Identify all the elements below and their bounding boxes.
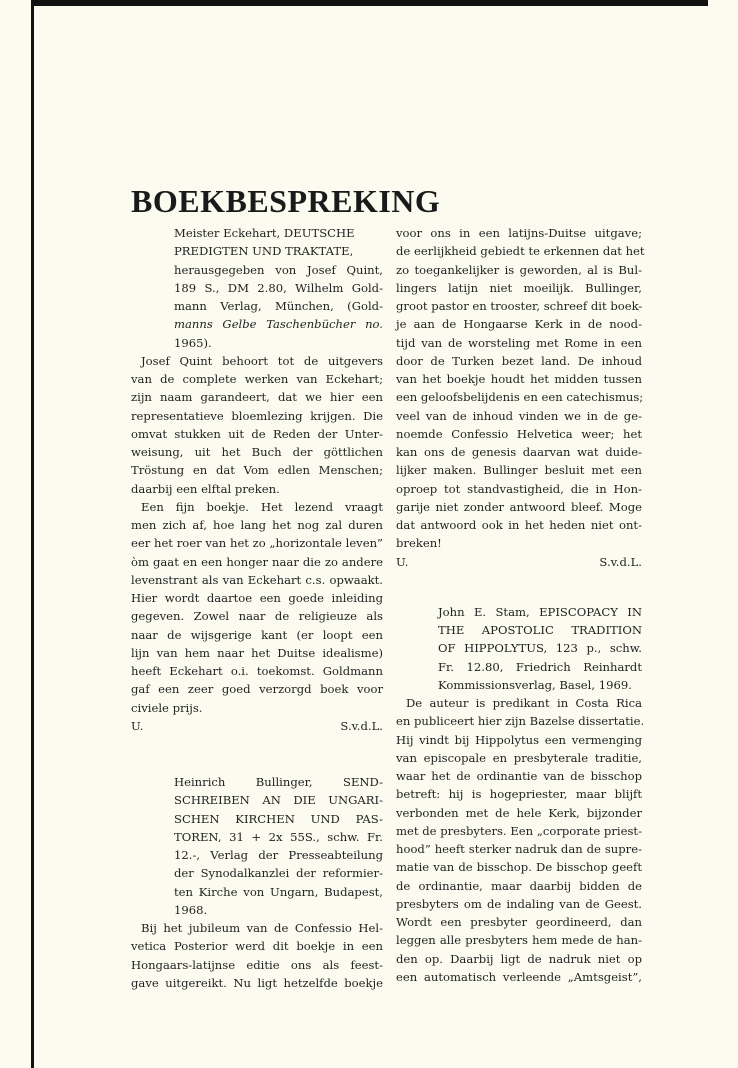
review-1-citation: 189 S., DM 2.80, Wilhelm Gold- bbox=[174, 280, 383, 295]
review-2-text: garije niet zonder antwoord bleef. Moge bbox=[396, 499, 642, 514]
review-3-text: De auteur is predikant in Costa Rica bbox=[406, 696, 642, 710]
review-2-text: Hongaars-latijnse editie ons als feest- bbox=[131, 957, 383, 972]
review-2-text: kan ons de genesis daarvan wat duide- bbox=[396, 445, 642, 459]
review-2-citation: Heinrich Bullinger, SEND- bbox=[174, 775, 383, 789]
review-2-citation: 1968. bbox=[174, 902, 208, 917]
review-2-text: van het boekje houdt het midden tussen bbox=[396, 372, 642, 386]
review-3-text: van episcopale en presbyterale traditie, bbox=[396, 750, 642, 765]
review-2-citation: SCHREIBEN AN DIE UNGARI- bbox=[174, 793, 383, 808]
review-1-text: Een fijn boekje. Het lezend vraagt bbox=[141, 499, 383, 514]
review-2-text: groot pastor en trooster, schreef dit boek- bbox=[396, 299, 643, 313]
review-2-citation: der Synodalkanzlei der reformier- bbox=[174, 866, 383, 881]
review-3-citation: Kommissionsverlag, Basel, 1969. bbox=[438, 677, 632, 692]
review-3-text: verbonden met de hele Kerk, bijzonder bbox=[396, 805, 642, 820]
review-2-signature bbox=[396, 553, 642, 571]
review-1-text: naar de wijsgerige kant (er loopt een bbox=[131, 627, 383, 642]
review-3-text: een automatisch verleende „Amtsgeist”, bbox=[396, 969, 642, 984]
review-1-text: òm gaat en een honger naar die zo andere bbox=[131, 554, 383, 569]
review-1-text: daarbij een elftal preken. bbox=[131, 481, 280, 496]
review-2-text: Bij het jubileum van de Confessio Hel- bbox=[141, 921, 383, 935]
review-2-citation: 12.-, Verlag der Presseabteilung bbox=[174, 848, 383, 862]
review-3-text: hood” heeft sterker nadruk dan de supre- bbox=[396, 842, 642, 856]
review-1-citation: manns Gelbe Taschenbücher no. bbox=[174, 317, 383, 332]
review-1-text: omvat stukken uit de Reden der Unter- bbox=[131, 426, 383, 441]
review-2-citation: ten Kirche von Ungarn, Budapest, bbox=[174, 884, 383, 899]
review-2-text: veel van de inhoud vinden we in de ge- bbox=[396, 408, 642, 423]
review-3-citation: THE APOSTOLIC TRADITION bbox=[438, 623, 642, 637]
left-column bbox=[131, 224, 383, 992]
review-3-text: en publiceert hier zijn Bazelse dissertatie. bbox=[396, 714, 645, 729]
review-1-signature bbox=[131, 717, 383, 735]
review-2-text: breken! bbox=[396, 536, 442, 551]
review-1-text: civiele prijs. bbox=[131, 700, 203, 715]
review-3-text: waar het de ordinantie van de bisschop bbox=[396, 769, 642, 783]
review-1-text: lijn van hem naar het Duitse idealisme) bbox=[131, 645, 383, 660]
review-3-text: matie van de bisschop. De bisschop geeft bbox=[396, 860, 642, 875]
review-2-text: door de Turken bezet land. De inhoud bbox=[396, 353, 642, 368]
review-1-citation: mann Verlag, München, (Gold- bbox=[174, 299, 383, 313]
review-2-text: tijd van de worsteling met Rome in een bbox=[396, 335, 642, 350]
review-2-text: gave uitgereikt. Nu ligt hetzelfde boekje bbox=[131, 975, 383, 990]
review-3-citation: OF HIPPOLYTUS, 123 p., schw. bbox=[438, 641, 642, 656]
review-1-text: Tröstung en dat Vom edlen Menschen; bbox=[131, 463, 383, 478]
signature-initial: U. bbox=[131, 718, 144, 733]
review-1-text: heeft Eckehart o.i. toekomst. Goldmann bbox=[131, 664, 383, 678]
review-1-text: levenstrant als van Eckehart c.s. opwaakt. bbox=[131, 572, 383, 587]
review-2-text: oproep tot standvastigheid, die in Hon- bbox=[396, 481, 642, 496]
signature-name: S.v.d.L. bbox=[599, 554, 642, 569]
review-2-text: de eerlijkheid gebiedt te erkennen dat het bbox=[396, 244, 645, 259]
review-2-text: een geloofsbelijdenis en een catechismus; bbox=[396, 390, 644, 405]
review-1-text: van de complete werken van Eckehart; bbox=[131, 372, 383, 386]
page-heading: BOEKBESPREKING bbox=[131, 183, 441, 219]
review-1-citation: herausgegeben von Josef Quint, bbox=[174, 262, 383, 277]
spacer bbox=[131, 735, 383, 773]
review-1-text: Hier wordt daartoe een goede inleiding bbox=[131, 591, 383, 605]
review-3-text: met de presbyters. Een „corporate priest- bbox=[396, 823, 642, 838]
review-3-citation: John E. Stam, EPISCOPACY IN bbox=[438, 604, 642, 619]
review-2-text: vetica Posterior werd dit boekje in een bbox=[131, 939, 383, 954]
review-1-text: representatieve bloemlezing krijgen. Die bbox=[131, 408, 383, 423]
review-3-text: betreft: hij is hogepriester, maar blijft bbox=[396, 787, 642, 802]
review-2-citation: SCHEN KIRCHEN UND PAS- bbox=[174, 811, 383, 826]
review-1-text: gegeven. Zowel naar de religieuze als bbox=[131, 609, 383, 624]
review-3-text: Hij vindt bij Hippolytus een vermenging bbox=[396, 732, 642, 747]
review-2-text: dat antwoord ook in het heden niet ont- bbox=[396, 518, 642, 532]
spacer bbox=[396, 571, 642, 603]
review-1-citation: 1965). bbox=[174, 335, 212, 350]
review-2-citation: TOREN, 31 + 2x 55S., schw. Fr. bbox=[174, 829, 383, 844]
review-3-text: leggen alle presbyters hem mede de han- bbox=[396, 933, 642, 948]
review-3-text: presbyters om de indaling van de Geest. bbox=[396, 896, 642, 911]
signature-name: S.v.d.L. bbox=[340, 718, 383, 733]
review-2-text: je aan de Hongaarse Kerk in de nood- bbox=[396, 317, 642, 332]
review-3-text: Wordt een presbyter geordineerd, dan bbox=[396, 915, 642, 929]
signature-initial: U. bbox=[396, 554, 409, 569]
review-1-text: Josef Quint behoort tot de uitgevers bbox=[141, 353, 383, 368]
review-1-citation: PREDIGTEN UND TRAKTATE, bbox=[174, 244, 354, 259]
left-border-rule bbox=[31, 0, 34, 1068]
review-2-text: voor ons in een latijns-Duitse uitgave; bbox=[396, 226, 642, 240]
review-1-text: men zich af, hoe lang het nog zal duren bbox=[131, 518, 383, 532]
review-2-text: lingers latijn niet moeilijk. Bullinger, bbox=[396, 280, 642, 295]
review-3-text: de ordinantie, maar daarbij bidden de bbox=[396, 878, 642, 893]
right-column bbox=[396, 224, 645, 986]
review-2-text: noemde Confessio Helvetica weer; het bbox=[396, 426, 642, 441]
review-1-text: eer het roer van het zo „horizontale leven” bbox=[131, 536, 383, 551]
review-2-text: lijker maken. Bullinger besluit met een bbox=[396, 463, 642, 478]
review-3-citation: Fr. 12.80, Friedrich Reinhardt bbox=[438, 659, 642, 674]
review-1-text: weisung, uit het Buch der göttlichen bbox=[131, 445, 383, 459]
review-1-text: zijn naam garandeert, dat we hier een bbox=[131, 390, 383, 405]
review-3-text: den op. Daarbij ligt de nadruk niet op bbox=[396, 951, 642, 966]
top-border-rule bbox=[34, 0, 708, 6]
review-1-citation: Meister Eckehart, DEUTSCHE bbox=[174, 226, 355, 240]
review-1-text: gaf een zeer goed verzorgd boek voor bbox=[131, 682, 383, 697]
review-2-text: zo toegankelijker is geworden, al is Bul- bbox=[396, 262, 642, 277]
